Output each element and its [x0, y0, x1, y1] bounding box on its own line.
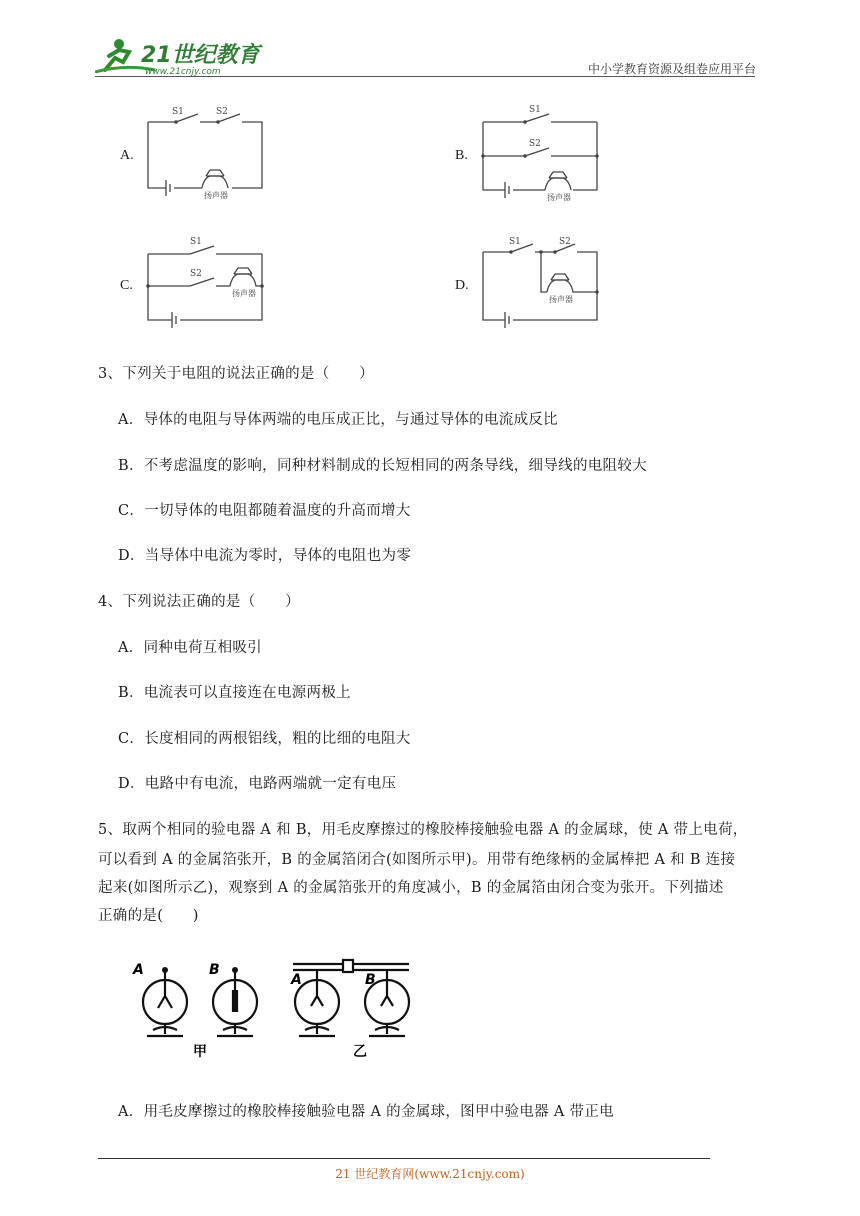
- question-3-option-a: A．导体的电阻与导体两端的电压成正比，与通过导体的电流成反比: [118, 412, 558, 428]
- option-d-letter: D.: [455, 278, 469, 293]
- logo-runner-icon: [95, 36, 265, 78]
- svg-text:扬声器: 扬声器: [547, 193, 571, 202]
- svg-text:B: B: [209, 962, 220, 978]
- svg-text:B: B: [365, 972, 376, 988]
- svg-text:扬声器: 扬声器: [232, 289, 256, 298]
- question-5-line-1: 5、取两个相同的验电器 A 和 B，用毛皮摩擦过的橡胶棒接触验电器 A 的金属球，使 A 带上电荷，: [98, 822, 748, 838]
- question-3-option-c: C．一切导体的电阻都随着温度的升高而增大: [118, 503, 411, 519]
- header-divider: [95, 76, 755, 77]
- svg-text:S2: S2: [529, 139, 541, 149]
- footer-link[interactable]: 21 世纪教育网(www.21cnjy.com): [335, 1167, 525, 1181]
- circuit-diagram-d: [475, 232, 605, 332]
- question-5-line-4: 正确的是( ): [98, 908, 199, 924]
- svg-text:S1: S1: [172, 107, 184, 117]
- footer-divider: [98, 1158, 710, 1159]
- electroscope-figure: [125, 950, 425, 1060]
- question-3-option-d: D．当导体中电流为零时，导体的电阻也为零: [118, 548, 412, 564]
- svg-text:S1: S1: [529, 105, 541, 115]
- question-4-option-a: A．同种电荷互相吸引: [118, 640, 262, 656]
- circuit-diagram-c: [140, 232, 270, 332]
- question-4-stem: 4、下列说法正确的是（ ）: [98, 594, 300, 610]
- option-a-letter: A.: [120, 148, 134, 163]
- svg-text:21世纪教育: 21世纪教育: [141, 43, 260, 68]
- svg-text:S1: S1: [509, 237, 521, 247]
- svg-text:扬声器: 扬声器: [549, 295, 573, 304]
- question-5-option-a: A．用毛皮摩擦过的橡胶棒接触验电器 A 的金属球，图甲中验电器 A 带正电: [118, 1104, 614, 1120]
- question-4-option-d: D．电路中有电流，电路两端就一定有电压: [118, 776, 397, 792]
- option-c-letter: C.: [120, 278, 133, 293]
- svg-text:A: A: [291, 972, 302, 988]
- platform-title: 中小学教育资源及组卷应用平台: [587, 62, 756, 76]
- question-5-line-2: 可以看到 A 的金属箔张开，B 的金属箔闭合(如图所示甲)。用带有绝缘柄的金属棒把 A 和 B 连接: [98, 852, 736, 868]
- svg-text:甲: 甲: [193, 1044, 207, 1060]
- circuit-diagram-b: [475, 100, 605, 204]
- svg-text:S1: S1: [190, 237, 202, 247]
- svg-text:S2: S2: [190, 269, 202, 279]
- svg-text:S2: S2: [559, 237, 571, 247]
- question-4-option-b: B．电流表可以直接连在电源两极上: [118, 685, 351, 701]
- circuit-diagram-a: [140, 104, 270, 200]
- svg-text:扬声器: 扬声器: [204, 191, 228, 200]
- question-3-option-b: B．不考虑温度的影响，同种材料制成的长短相同的两条导线，细导线的电阻较大: [118, 458, 647, 474]
- question-3-stem: 3、下列关于电阻的说法正确的是（ ）: [98, 366, 374, 382]
- site-logo[interactable]: [95, 36, 265, 78]
- svg-text:乙: 乙: [353, 1044, 367, 1060]
- svg-text:A: A: [133, 962, 144, 978]
- svg-text:S2: S2: [216, 107, 228, 117]
- question-5-line-3: 起来(如图所示乙)，观察到 A 的金属箔张开的角度减小，B 的金属箔由闭合变为张开。下列描述: [98, 880, 724, 896]
- svg-text:www.21cnjy.com: www.21cnjy.com: [145, 67, 221, 77]
- question-4-option-c: C．长度相同的两根铝线，粗的比细的电阻大: [118, 731, 411, 747]
- option-b-letter: B.: [455, 148, 468, 163]
